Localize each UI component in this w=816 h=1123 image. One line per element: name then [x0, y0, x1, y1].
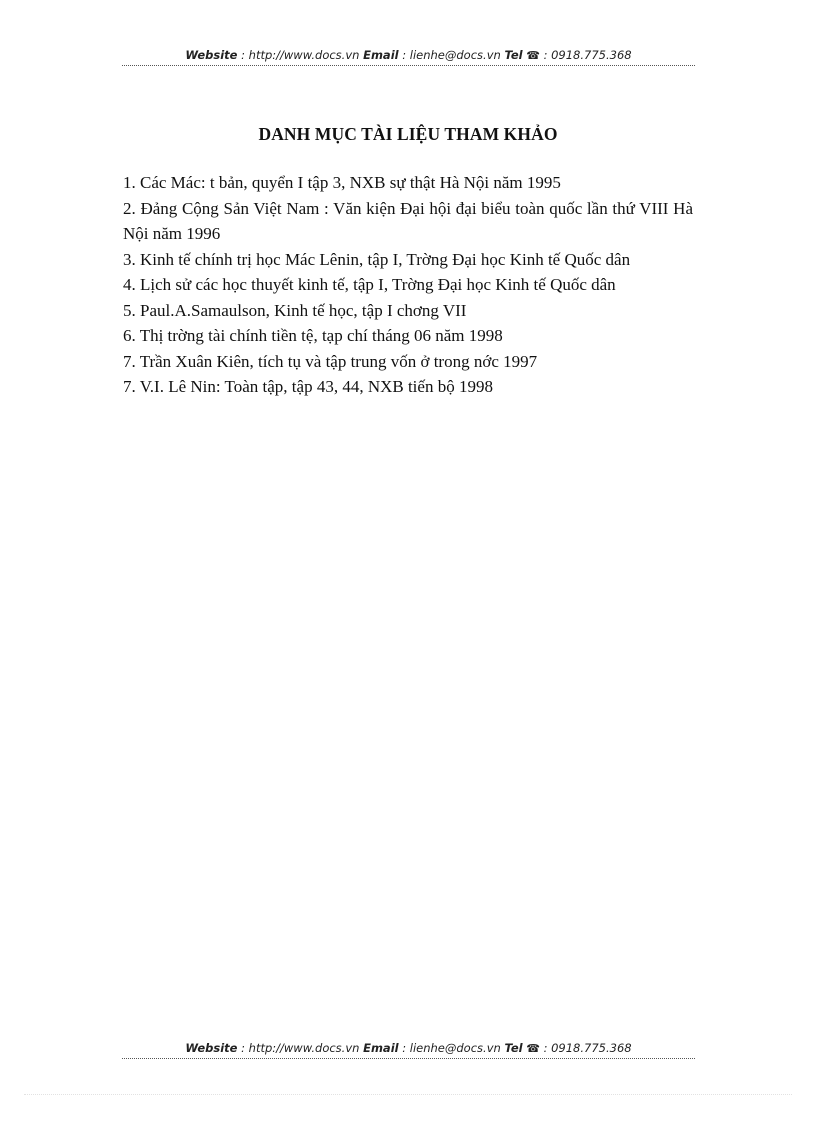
footer-tel-value: 0918.775.368 [551, 1041, 632, 1055]
phone-icon: ☎ [526, 1042, 540, 1055]
header-tel-sep: : [539, 48, 552, 62]
bottom-dotted-rule [24, 1094, 792, 1095]
page-header [122, 48, 695, 66]
header-email-value[interactable]: lienhe@docs.vn [409, 48, 501, 62]
reference-list [123, 170, 693, 400]
reference-item-4: 4. Lịch sử các học thuyết kinh tế, tập I, Trờng Đại học Kinh tế Quốc dân [123, 275, 616, 294]
header-website-label: Website [185, 48, 238, 62]
reference-item-7: 7. Trần Xuân Kiên, tích tụ và tập trung vốn ở trong nớc 1997 [123, 351, 538, 371]
footer-email-sep: : [398, 1041, 410, 1055]
reference-item-1: 1. Các Mác: t bản, quyển I tập 3, NXB sự thật Hà Nội năm 1995 [123, 173, 561, 192]
header-tel-label: Tel [504, 48, 523, 62]
footer-website-label: Website [185, 1041, 238, 1055]
header-tel-value: 0918.775.368 [551, 48, 632, 62]
reference-item-3: 3. Kinh tế chính trị học Mác Lênin, tập I, Trờng Đại học Kinh tế Quốc dân [123, 249, 631, 269]
footer-website-url[interactable]: http://www.docs.vn [248, 1041, 360, 1055]
header-email-label: Email [363, 48, 399, 62]
footer-tel-sep: : [539, 1041, 552, 1055]
reference-item-8: 7. V.I. Lê Nin: Toàn tập, tập 43, 44, NXB tiến bộ 1998 [123, 377, 493, 396]
page-footer [122, 1041, 695, 1059]
footer-email-value[interactable]: lienhe@docs.vn [409, 1041, 501, 1055]
header-email-sep: : [398, 48, 410, 62]
footer-tel-label: Tel [504, 1041, 523, 1055]
reference-item-2: 2. Đảng Cộng Sản Việt Nam : Văn kiện Đại hội đại biểu toàn quốc lần thứ VIII Hà Nội năm 1996 [123, 198, 693, 243]
phone-icon: ☎ [526, 49, 540, 62]
document-title: DANH MỤC TÀI LIỆU THAM KHẢO [258, 124, 558, 144]
header-website-sep: : [237, 48, 249, 62]
footer-website-sep: : [237, 1041, 249, 1055]
reference-item-5: 5. Paul.A.Samaulson, Kinh tế học, tập I chơng VII [123, 300, 467, 320]
header-website-url[interactable]: http://www.docs.vn [248, 48, 360, 62]
footer-email-label: Email [363, 1041, 399, 1055]
reference-item-6: 6. Thị trờng tài chính tiền tệ, tạp chí tháng 06 năm 1998 [123, 326, 503, 345]
